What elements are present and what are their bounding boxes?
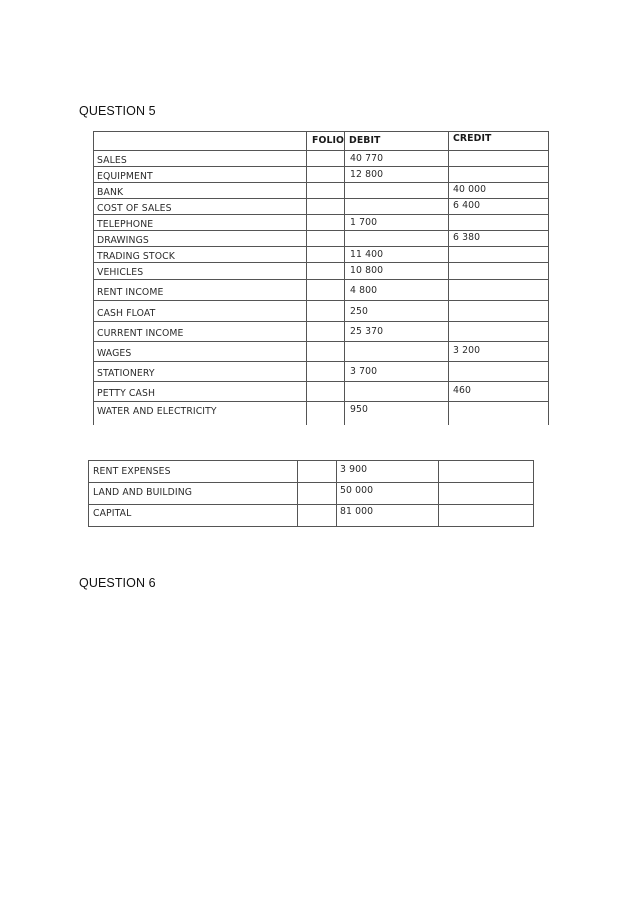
debit-amount: 12 800	[350, 169, 384, 180]
debit-amount: 250	[350, 306, 369, 317]
account-name: TELEPHONE	[97, 219, 154, 230]
credit-amount: 6 380	[453, 232, 481, 243]
debit-amount: 50 000	[340, 485, 374, 496]
column-header-debit: DEBIT	[349, 135, 381, 146]
account-name: RENT EXPENSES	[93, 466, 171, 477]
credit-amount: 460	[453, 385, 472, 396]
account-name: CAPITAL	[93, 508, 132, 519]
trial-balance-continued-scan	[88, 460, 533, 527]
debit-amount: 10 800	[350, 265, 384, 276]
debit-amount: 4 800	[350, 285, 378, 296]
account-name: CASH FLOAT	[97, 308, 156, 319]
account-name: TRADING STOCK	[97, 251, 175, 262]
account-name: WATER AND ELECTRICITY	[97, 406, 217, 417]
account-name: PETTY CASH	[97, 388, 156, 399]
account-name: STATIONERY	[97, 368, 155, 379]
question-6-heading: QUESTION 6	[79, 576, 156, 590]
account-name: SALES	[97, 155, 127, 166]
debit-amount: 950	[350, 404, 369, 415]
debit-amount: 40 770	[350, 153, 384, 164]
credit-amount: 3 200	[453, 345, 481, 356]
debit-amount: 3 900	[340, 464, 368, 475]
credit-amount: 6 400	[453, 200, 481, 211]
account-name: VEHICLES	[97, 267, 144, 278]
account-name: EQUIPMENT	[97, 171, 153, 182]
account-name: COST OF SALES	[97, 203, 172, 214]
account-name: RENT INCOME	[97, 287, 164, 298]
account-name: BANK	[97, 187, 124, 198]
account-name: DRAWINGS	[97, 235, 149, 246]
debit-amount: 3 700	[350, 366, 378, 377]
debit-amount: 11 400	[350, 249, 384, 260]
debit-amount: 25 370	[350, 326, 384, 337]
question-5-heading: QUESTION 5	[79, 104, 156, 118]
account-name: WAGES	[97, 348, 132, 359]
column-header-folio: FOLIO	[312, 135, 345, 146]
account-name: LAND AND BUILDING	[93, 487, 193, 498]
debit-amount: 1 700	[350, 217, 378, 228]
column-header-credit: CREDIT	[453, 133, 492, 144]
credit-amount: 40 000	[453, 184, 487, 195]
account-name: CURRENT INCOME	[97, 328, 184, 339]
trial-balance-scan	[93, 131, 548, 425]
debit-amount: 81 000	[340, 506, 374, 517]
